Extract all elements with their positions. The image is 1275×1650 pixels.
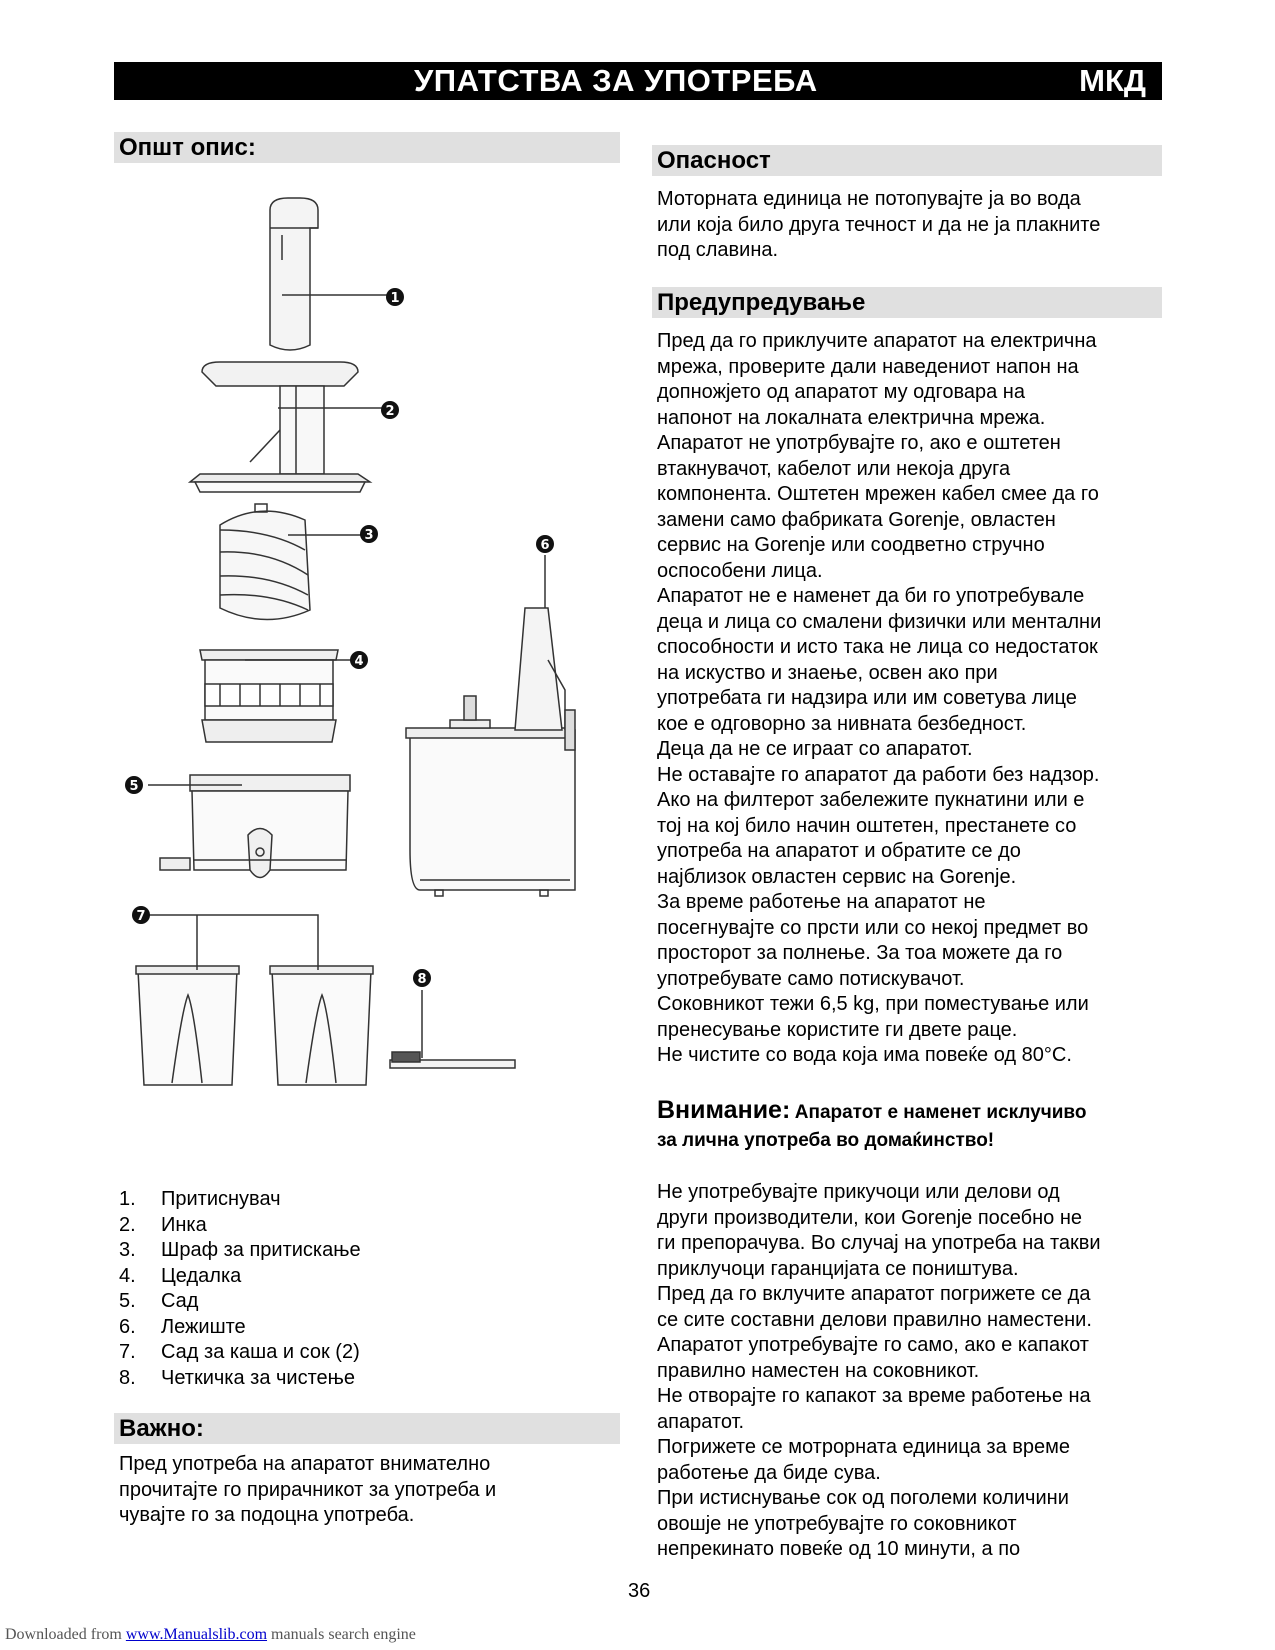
callout-2: 2 <box>385 404 395 419</box>
list-item: 5. Сад <box>119 1290 199 1312</box>
callout-5: 5 <box>129 779 139 794</box>
section-heading-warning: Предупредување <box>652 287 1162 318</box>
brush-illustration <box>390 1052 515 1068</box>
bowl-illustration <box>160 775 350 878</box>
page-title: УПАТСТВА ЗА УПОТРЕБА <box>414 63 818 98</box>
callout-8: 8 <box>417 972 427 987</box>
list-item: 3. Шраф за притискање <box>119 1239 361 1261</box>
parts-diagram <box>120 190 620 1150</box>
callout-3: 3 <box>364 528 374 543</box>
footer: Downloaded from www.Manualslib.com manuals search engine <box>5 1626 416 1643</box>
list-item: 2. Инка <box>119 1213 207 1236</box>
list-item: 4. Цедалка <box>119 1264 242 1287</box>
callout-6: 6 <box>540 538 550 553</box>
pusher-illustration <box>270 198 318 350</box>
attention-block <box>657 1097 1177 1154</box>
callout-1: 1 <box>390 291 400 306</box>
page-header <box>114 62 1162 100</box>
list-item: 8. Четкичка за чистење <box>119 1366 356 1389</box>
attention-body: Не употребувајте прикучоци или делови од други производители, кои Gorenje посебно не ги препорачува. Во случај на употреба на такви приклучоци гаранцијата се поништува. Пред да го вклучите апаратот погрижете се да се сите составни делови правилно наместени. Апаратот употребувајте го само, ако е капакот правилно наместен на соковникот. Не отворајте го капакот за време работење на апаратот. Погрижете се мотрорната единица за време работење да биде сува. При истиснување сок од поголеми количини овошје не употребувајте го соковникот непрекинато повеќе од 10 минути, а по <box>657 1181 1101 1560</box>
danger-text: Моторната единица не потопувајте ја во вода или која било друга течност и да не ја плакните под славина. <box>657 188 1101 261</box>
cups-illustration <box>136 966 373 1085</box>
list-item: 6. Лежиште <box>119 1315 246 1338</box>
important-text: Пред употреба на апаратот внимателно прочитајте го прирачникот за употреба и чувајте го за подоцна употреба. <box>119 1453 497 1526</box>
motor-base-illustration <box>406 608 575 896</box>
list-item: 7. Сад за каша и сок (2) <box>119 1341 360 1363</box>
manualslib-link[interactable]: www.Manualslib.com <box>125 1626 268 1643</box>
callout-7: 7 <box>136 909 146 924</box>
attention-line-1: Апаратот е наменет исклучиво <box>794 1102 1087 1123</box>
section-heading-important: Важно: <box>114 1413 620 1444</box>
funnel-illustration <box>190 362 370 492</box>
list-item: 1. Притиснувач <box>119 1188 281 1210</box>
warning-text: Пред да го приклучите апаратот на електрична мрежа, проверите дали наведениот напон на допножјето од апаратот му одговара на напонот на локалната електрична мрежа. Апаратот не употрбувајте го, ако е оштетен втакнувачот, кабелот или некоја друга компонента. Оштетен мрежен кабел смее да го замени само фабриката Gorenje, овластен сервис на Gorenje или соодветно стручно оспособени лица. Апаратот не е наменет да би го употребувале деца и лица со смалени физички или ментални способности и исто така не лица со недостаток на искуство и знаење, освен ако при употребата ги надзира или им советува лице кое е одговорно за нивната безбедност. Деца да не се играат со апаратот. Не оставајте го апаратот да работи без надзор. Ако на филтерот забележите пукнатини или е тој на кој било начин оштетен, престанете со употреба на апаратот и обратите се до најблизок овластен сервис на Gorenje. За време работење на апаратот не посегнувајте со прсти или со некој предмет во просторот за полнење. За тоа можете да го употребувате само потискувачот. Соковникот тежи 6,5 kg, при поместување или пренесување користите ги двете раце. Не чистите со вода која има повеќе од 80°C. <box>657 330 1102 1066</box>
section-heading-description: Општ опис: <box>114 132 620 163</box>
callout-4: 4 <box>354 654 364 669</box>
language-code: МКД <box>1079 63 1146 98</box>
auger-illustration <box>220 504 310 620</box>
strainer-illustration <box>200 650 338 742</box>
page-number: 36 <box>628 1580 651 1602</box>
attention-heading: Внимание: <box>657 1096 791 1124</box>
attention-line-2: за лична употреба во домаќинство! <box>657 1130 995 1151</box>
section-heading-danger: Опасност <box>652 145 1162 176</box>
parts-list <box>119 1187 361 1391</box>
